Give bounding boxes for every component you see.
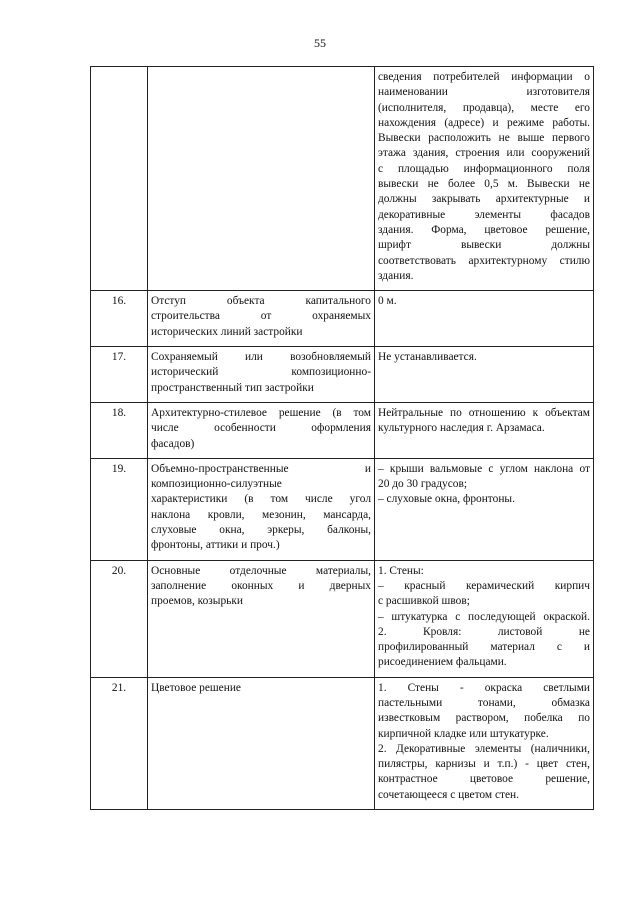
parameter-name-line: Отступ объекта капитального xyxy=(151,295,371,308)
parameter-name-line: исторических линий застройки xyxy=(151,325,303,338)
parameter-name-line: наклона кровли, мезонин, мансарда, xyxy=(151,508,371,521)
parameter-name-line: проемов, козырьки xyxy=(151,595,243,608)
requirement-line: – красный керамический кирпич xyxy=(378,579,590,592)
row-number: 21. xyxy=(91,677,148,809)
requirement-cell xyxy=(375,458,594,560)
requirement-line: с площадью информационного поля xyxy=(378,162,590,175)
requirement-line: соответствовать архитектурному стилю xyxy=(378,254,590,267)
requirement-cell xyxy=(375,67,594,291)
table-row xyxy=(91,402,594,458)
requirement-line: сочетающееся с цветом стен. xyxy=(378,788,519,801)
requirement-line: с расшивкой швов; xyxy=(378,595,470,608)
parameter-name-cell xyxy=(148,291,375,347)
requirement-line: 2. Кровля: листовой не xyxy=(378,625,590,638)
table-row xyxy=(91,677,594,809)
parameter-name-line: числе особенности оформления xyxy=(151,422,371,435)
row-number xyxy=(91,67,148,291)
table-row xyxy=(91,347,594,403)
requirement-line: контрастное цветовое решение, xyxy=(378,773,590,786)
requirement-line: здания. Форма, цветовое решение, xyxy=(378,223,590,236)
table-row xyxy=(91,458,594,560)
parameter-name-cell xyxy=(148,347,375,403)
row-number: 20. xyxy=(91,560,148,677)
row-number: 19. xyxy=(91,458,148,560)
parameter-name-line: характеристики (в том числе угол xyxy=(151,493,371,506)
requirement-line: пастельными тонами, обмазка xyxy=(378,696,590,709)
requirement-line: 20 до 30 градусов; xyxy=(378,478,468,491)
requirement-line: вывески не более 0,5 м. Вывески не xyxy=(378,178,590,191)
row-number: 18. xyxy=(91,402,148,458)
parameter-name-cell xyxy=(148,458,375,560)
regulations-table xyxy=(90,66,594,810)
requirement-line: Не устанавливается. xyxy=(378,351,477,364)
parameter-name-line: пространственный тип застройки xyxy=(151,381,314,394)
requirement-cell xyxy=(375,291,594,347)
table-body xyxy=(91,67,594,810)
requirement-line: сведения потребителей информации о xyxy=(378,71,590,83)
requirement-line: – крыши вальмовые с углом наклона от xyxy=(378,462,590,475)
row-number: 16. xyxy=(91,291,148,347)
parameter-name-line: строительства от охраняемых xyxy=(151,310,371,323)
requirement-cell xyxy=(375,402,594,458)
requirement-line: 2. Декоративные элементы (наличники, xyxy=(378,742,590,755)
parameter-name-line: композиционно-силуэтные xyxy=(151,478,282,491)
requirement-line: должны закрывать архитектурные и xyxy=(378,193,590,206)
requirement-line: (исполнителя, продавца), месте его xyxy=(378,101,590,114)
parameter-name-line: фронтоны, аттики и проч.) xyxy=(151,539,280,552)
requirement-line: 1. Стены: xyxy=(378,564,424,577)
table-row xyxy=(91,291,594,347)
requirement-line: 0 м. xyxy=(378,295,397,308)
table-row xyxy=(91,67,594,291)
requirement-cell xyxy=(375,677,594,809)
requirement-line: известковым раствором, побелка по xyxy=(378,712,590,725)
parameter-name-cell xyxy=(148,67,375,291)
row-number: 17. xyxy=(91,347,148,403)
requirement-line: Вывески расположить не выше первого xyxy=(378,132,590,145)
parameter-name-line: Архитектурно-стилевое решение (в том xyxy=(151,406,371,419)
requirement-line: нахождения (адресе) и режиме работы. xyxy=(378,116,590,129)
requirement-cell xyxy=(375,347,594,403)
parameter-name-cell xyxy=(148,402,375,458)
parameter-name-line: фасадов) xyxy=(151,437,195,450)
requirement-line: культурного наследия г. Арзамаса. xyxy=(378,422,545,435)
requirement-line: – слуховые окна, фронтоны. xyxy=(378,493,515,506)
parameter-name-line: Сохраняемый или возобновляемый xyxy=(151,351,371,364)
requirement-line: декоративные элементы фасадов xyxy=(378,208,590,221)
parameter-name-line: Цветовое решение xyxy=(151,681,241,694)
parameter-name-cell xyxy=(148,560,375,677)
requirement-line: Нейтральные по отношению к объектам xyxy=(378,406,590,419)
requirement-line: шрифт вывески должны xyxy=(378,239,590,252)
requirement-cell xyxy=(375,560,594,677)
requirement-line: рисоединением фальцами. xyxy=(378,656,507,669)
parameter-name-line: Объемно-пространственные и xyxy=(151,462,371,475)
parameter-name-line: исторический композиционно- xyxy=(151,366,371,379)
requirement-line: наименовании изготовителя xyxy=(378,86,590,99)
requirement-line: пилястры, карнизы и т.п.) - цвет стен, xyxy=(378,758,590,771)
page-number: 55 xyxy=(314,36,326,50)
requirement-line: 1. Стены - окраска светлыми xyxy=(378,681,590,694)
parameter-name-cell xyxy=(148,677,375,809)
requirement-line: здания. xyxy=(378,269,414,282)
requirement-line: профилированный материал с и xyxy=(378,641,590,654)
parameter-name-line: заполнение оконных и дверных xyxy=(151,579,371,592)
table-row xyxy=(91,560,594,677)
parameter-name-line: слуховые окна, эркеры, балконы, xyxy=(151,524,371,537)
requirement-line: кирпичной кладке или штукатурке. xyxy=(378,727,549,740)
parameter-name-line: Основные отделочные материалы, xyxy=(151,564,371,577)
requirement-line: – штукатурка с последующей окраской. xyxy=(378,610,590,623)
requirement-line: этажа здания, строения или сооружений xyxy=(378,147,590,160)
